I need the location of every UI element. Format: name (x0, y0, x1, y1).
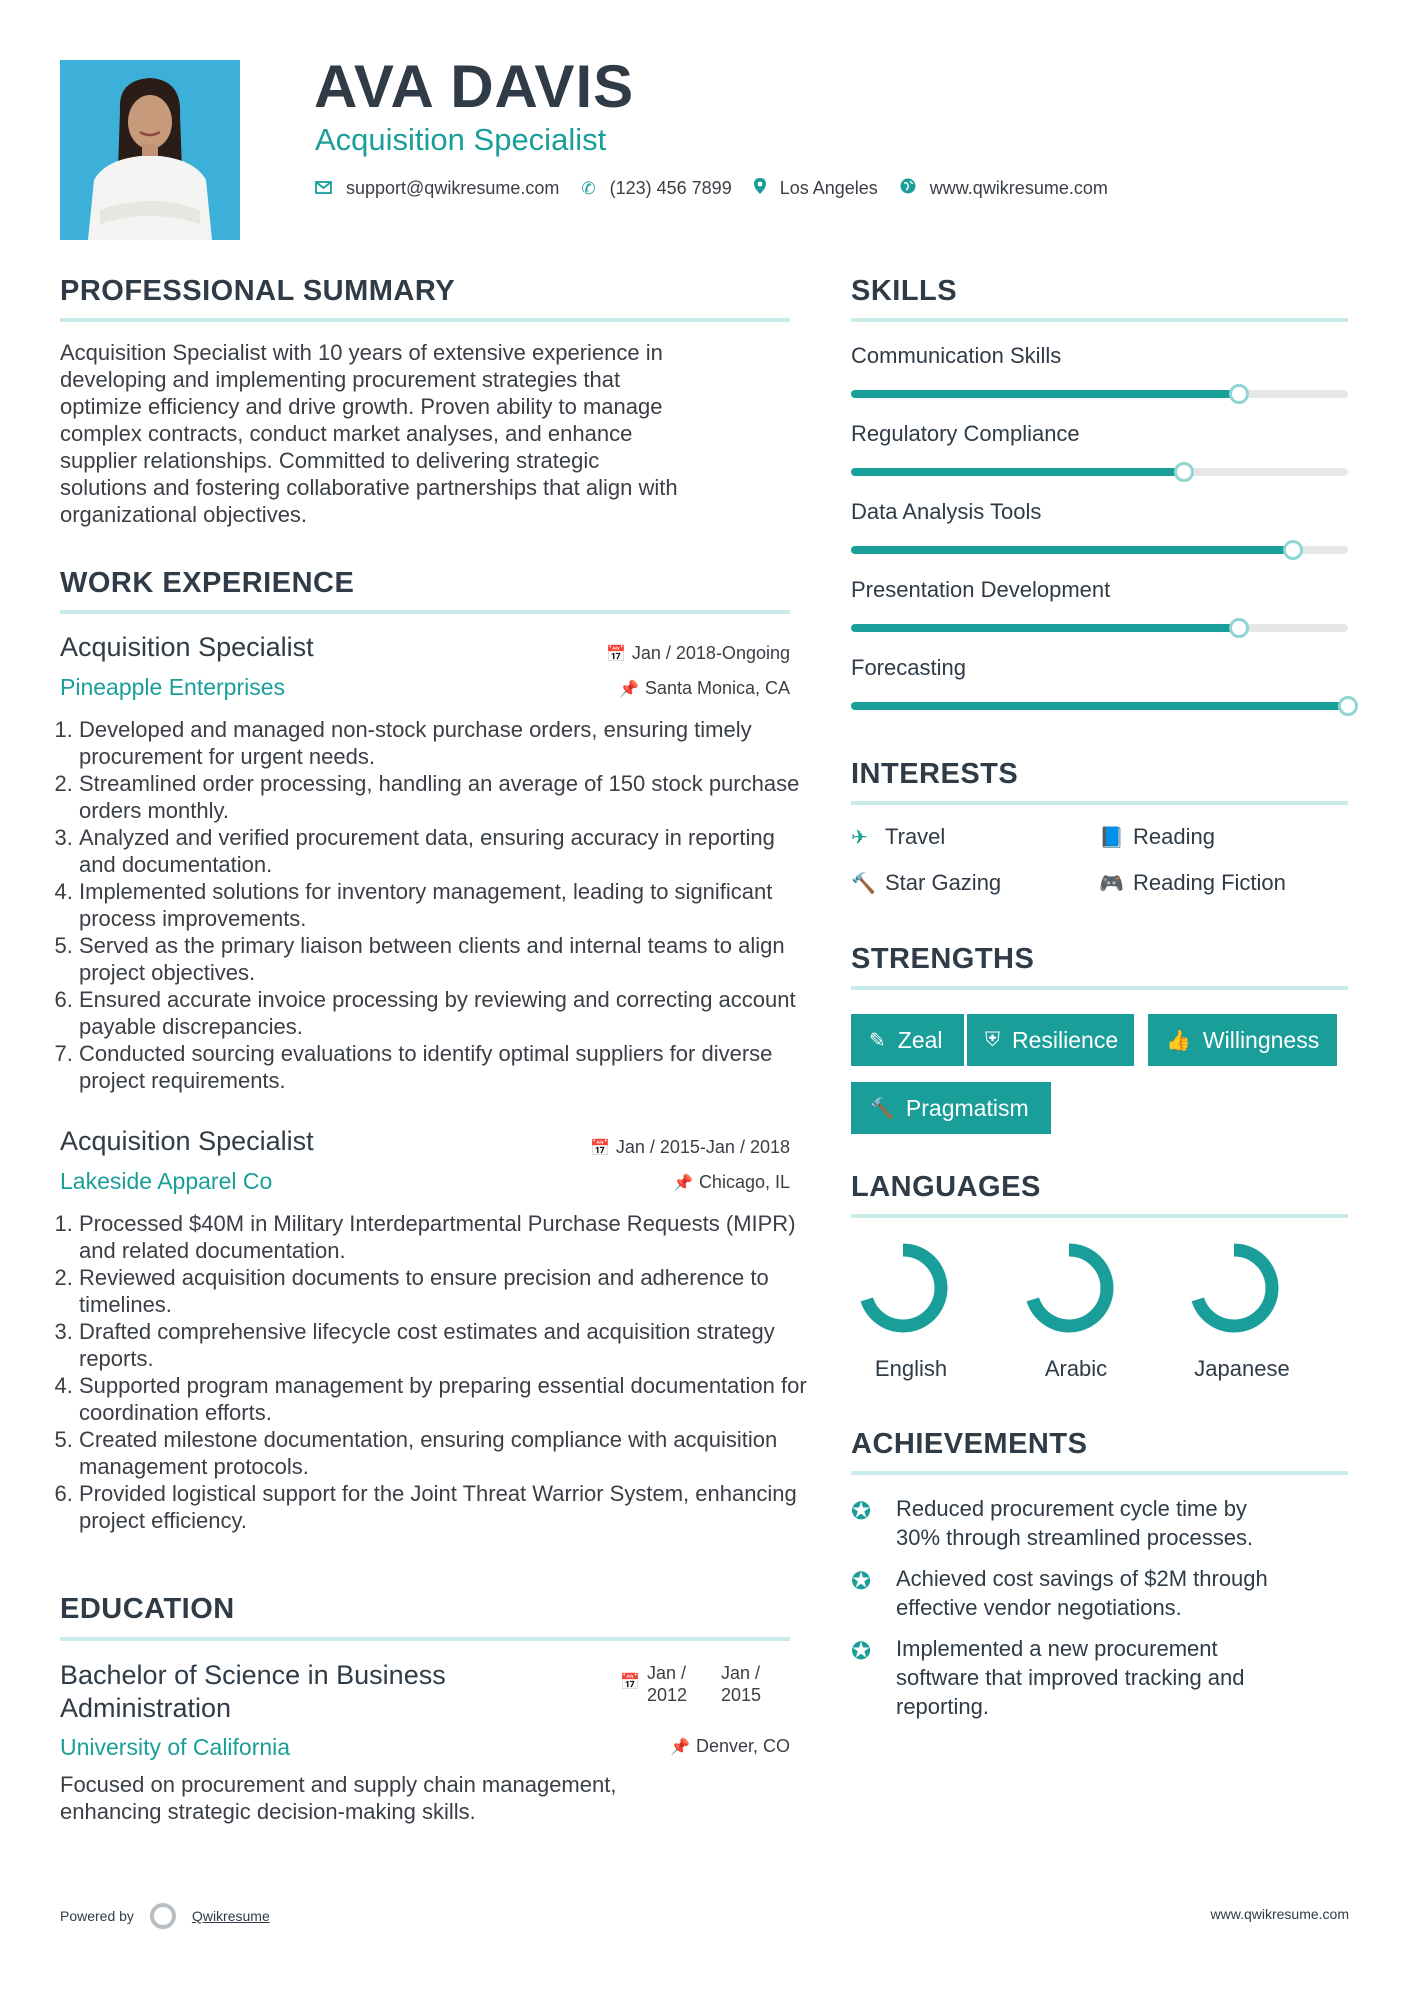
interest-label: Reading Fiction (1133, 870, 1286, 895)
gauge-arc (865, 1250, 941, 1326)
education-line: Focused on procurement and supply chain management, (60, 1772, 617, 1797)
envelope-icon (315, 179, 332, 199)
skill-knob (1283, 540, 1303, 560)
skill-fill (851, 702, 1348, 710)
list-item: 5. Created milestone documentation, ensuring compliance with acquisition management protocols. (79, 1426, 809, 1480)
contact-email[interactable]: support@qwikresume.com (346, 178, 560, 198)
list-item: 1. Processed $40M in Military Interdepartmental Purchase Requests (MIPR) and related documentation. (79, 1210, 809, 1264)
job-title: Acquisition Specialist (60, 632, 314, 662)
achievement-item (896, 1494, 1253, 1552)
list-item: 4. Supported program management by preparing essential documentation for coordination efforts. (79, 1372, 809, 1426)
interest-item (851, 870, 1001, 896)
thumbs-up-icon: 👍 (1166, 1029, 1191, 1052)
strength-label: Pragmatism (905, 1094, 1029, 1121)
language-gauge (1188, 1242, 1280, 1334)
interests-heading: INTERESTS (851, 758, 1019, 790)
summary-text (60, 339, 800, 528)
company-name: Pineapple Enterprises (60, 674, 286, 700)
star-icon: ✪ (851, 1498, 872, 1525)
skill-bar (851, 468, 1348, 476)
strength-label: Zeal (897, 1026, 943, 1053)
summary-line: solutions and fostering collaborative partnerships that align with (60, 475, 678, 500)
interest-label: Travel (885, 824, 946, 849)
gauge-arc (1031, 1250, 1107, 1326)
skills-divider (851, 318, 1348, 322)
interest-item (1099, 824, 1215, 850)
gavel-icon: 🔨 (869, 1097, 894, 1120)
calendar-icon: 📅 (605, 646, 626, 663)
language-gauge (857, 1242, 949, 1334)
skill-label: Presentation Development (851, 577, 1111, 602)
language-gauge (1023, 1242, 1115, 1334)
job-bullets (60, 1210, 809, 1534)
skill-label: Forecasting (851, 655, 966, 680)
language-label: English (874, 1356, 948, 1381)
calendar-icon: 📅 (620, 1674, 640, 1691)
list-item: 7. Conducted sourcing evaluations to identify optimal suppliers for diverse project requirements. (79, 1040, 809, 1094)
interest-item (1099, 870, 1286, 896)
skill-knob (1174, 462, 1194, 482)
degree-title (60, 1659, 446, 1725)
job-title: Acquisition Specialist (60, 1126, 314, 1156)
portrait-icon (60, 60, 240, 240)
skills-heading: SKILLS (851, 275, 958, 307)
job-location (673, 1172, 790, 1193)
job-date (606, 643, 790, 664)
strength-chip (851, 1014, 964, 1066)
achievement-item (896, 1634, 1245, 1721)
list-item: 6. Provided logistical support for the Joint Threat Warrior System, enhancing project efficiency. (79, 1480, 809, 1534)
map-marker-icon (754, 178, 766, 199)
achievement-line: effective vendor negotiations. (896, 1595, 1182, 1620)
summary-line: Acquisition Specialist with 10 years of extensive experience in (60, 340, 663, 365)
pin-icon: 📌 (619, 681, 639, 698)
calendar-icon: 📅 (589, 1140, 610, 1157)
summary-heading: PROFESSIONAL SUMMARY (60, 275, 456, 307)
degree-line: Bachelor of Science in Business (60, 1660, 446, 1690)
pen-icon: ✎ (869, 1029, 886, 1052)
education-end (721, 1662, 761, 1706)
summary-line: optimize efficiency and drive growth. Proven ability to manage (60, 394, 663, 419)
language-label: Arabic (1044, 1356, 1108, 1381)
education-location-text: Denver, CO (695, 1736, 790, 1756)
skill-fill (851, 546, 1293, 554)
plane-icon: ✈ (851, 827, 868, 849)
achievement-item (896, 1564, 1268, 1622)
globe-icon (900, 178, 916, 199)
strength-label: Resilience (1012, 1026, 1119, 1053)
job-location-text: Santa Monica, CA (644, 678, 790, 698)
skill-bar (851, 390, 1348, 398)
qwikresume-logo-icon (150, 1903, 176, 1929)
achievement-line: software that improved tracking and (896, 1665, 1245, 1690)
end-month: Jan / (721, 1663, 761, 1683)
languages-heading: LANGUAGES (851, 1171, 1041, 1203)
education-divider (60, 1637, 790, 1641)
education-start (647, 1662, 687, 1706)
strength-chip (851, 1082, 1051, 1134)
language-label: Japanese (1194, 1356, 1290, 1381)
achievements-heading: ACHIEVEMENTS (851, 1428, 1088, 1460)
achievement-line: 30% through streamlined processes. (896, 1525, 1254, 1550)
gamepad-icon: 🎮 (1099, 873, 1124, 895)
strengths-divider (851, 986, 1348, 990)
star-icon: ✪ (851, 1568, 872, 1595)
achievement-line: Implemented a new procurement (896, 1636, 1218, 1661)
skill-label: Communication Skills (851, 343, 1062, 368)
languages-divider (851, 1214, 1348, 1218)
star-icon: ✪ (851, 1638, 872, 1665)
strengths-heading: STRENGTHS (851, 943, 1035, 975)
achievements-divider (851, 1471, 1348, 1475)
strength-chip (967, 1014, 1134, 1066)
contact-website[interactable]: www.qwikresume.com (929, 178, 1108, 198)
experience-divider (60, 610, 790, 614)
list-item: 3. Drafted comprehensive lifecycle cost estimates and acquisition strategy reports. (79, 1318, 809, 1372)
list-item: 2. Streamlined order processing, handling an average of 150 stock purchase orders monthly. (79, 770, 809, 824)
interest-label: Reading (1133, 824, 1215, 849)
achievement-line: Reduced procurement cycle time by (896, 1496, 1247, 1521)
strength-chip (1148, 1014, 1337, 1066)
strength-label: Willingness (1202, 1026, 1320, 1053)
job-location-text: Chicago, IL (698, 1172, 790, 1192)
contact-location: Los Angeles (779, 178, 878, 198)
start-year: 2012 (647, 1685, 688, 1705)
achievement-line: Achieved cost savings of $2M through (896, 1566, 1268, 1591)
summary-line: developing and implementing procurement strategies that (60, 367, 621, 392)
skill-knob (1338, 696, 1358, 716)
start-month: Jan / (647, 1663, 687, 1683)
skill-fill (851, 390, 1239, 398)
summary-line: complex contracts, conduct market analyses, and enhance (60, 421, 633, 446)
footer-url[interactable]: www.qwikresume.com (1210, 1906, 1349, 1922)
qwikresume-link[interactable]: Qwikresume (191, 1908, 270, 1924)
education-heading: EDUCATION (60, 1593, 235, 1625)
candidate-name: AVA DAVIS (314, 53, 635, 120)
job-date (590, 1137, 790, 1158)
job-location (619, 678, 790, 699)
company-name: Lakeside Apparel Co (60, 1168, 273, 1194)
list-item: 1. Developed and managed non-stock purchase orders, ensuring timely procurement for urgent needs. (79, 716, 809, 770)
summary-line: supplier relationships. Committed to delivering strategic (60, 448, 600, 473)
skill-knob (1229, 384, 1249, 404)
contact-bar (315, 178, 1130, 199)
skill-fill (851, 468, 1184, 476)
school-name: University of California (60, 1734, 291, 1760)
interest-label: Star Gazing (885, 870, 1002, 895)
gauge-arc (1196, 1250, 1272, 1326)
interest-item (851, 824, 945, 850)
degree-line: Administration (60, 1693, 232, 1723)
powered-by-label: Powered by (60, 1908, 134, 1924)
end-year: 2015 (721, 1685, 762, 1705)
list-item: 6. Ensured accurate invoice processing by reviewing and correcting account payable discrepancies. (79, 986, 809, 1040)
education-description (60, 1771, 790, 1825)
pin-icon: 📌 (670, 1739, 690, 1756)
shield-icon: ⛨ (985, 1028, 1000, 1051)
job-date-text: Jan / 2015-Jan / 2018 (615, 1137, 790, 1157)
job-bullets (60, 716, 809, 1094)
list-item: 5. Served as the primary liaison between clients and internal teams to align project objectives. (79, 932, 809, 986)
skill-bar (851, 702, 1348, 710)
achievement-line: reporting. (896, 1694, 989, 1719)
contact-phone[interactable]: (123) 456 7899 (609, 178, 732, 198)
education-location (670, 1736, 790, 1757)
job-date-text: Jan / 2018-Ongoing (631, 643, 790, 663)
list-item: 4. Implemented solutions for inventory management, leading to significant process improvements. (79, 878, 809, 932)
interests-divider (851, 801, 1348, 805)
experience-heading: WORK EXPERIENCE (60, 567, 355, 599)
skill-label: Data Analysis Tools (851, 499, 1042, 524)
list-item: 3. Analyzed and verified procurement data, ensuring accuracy in reporting and documentation. (79, 824, 809, 878)
skill-fill (851, 624, 1239, 632)
summary-divider (60, 318, 790, 322)
footer-powered-by (60, 1903, 270, 1929)
list-item: 2. Reviewed acquisition documents to ensure precision and adherence to timelines. (79, 1264, 809, 1318)
gavel-icon: 🔨 (851, 873, 876, 895)
book-icon: 📘 (1099, 827, 1124, 849)
pin-icon: 📌 (673, 1175, 693, 1192)
skill-label: Regulatory Compliance (851, 421, 1080, 446)
phone-icon: ✆ (581, 178, 596, 198)
education-line: enhancing strategic decision-making skills. (60, 1799, 476, 1824)
profile-photo (60, 60, 240, 240)
candidate-title: Acquisition Specialist (315, 122, 607, 157)
skill-bar (851, 546, 1348, 554)
skill-bar (851, 624, 1348, 632)
skill-knob (1229, 618, 1249, 638)
summary-line: organizational objectives. (60, 502, 308, 527)
